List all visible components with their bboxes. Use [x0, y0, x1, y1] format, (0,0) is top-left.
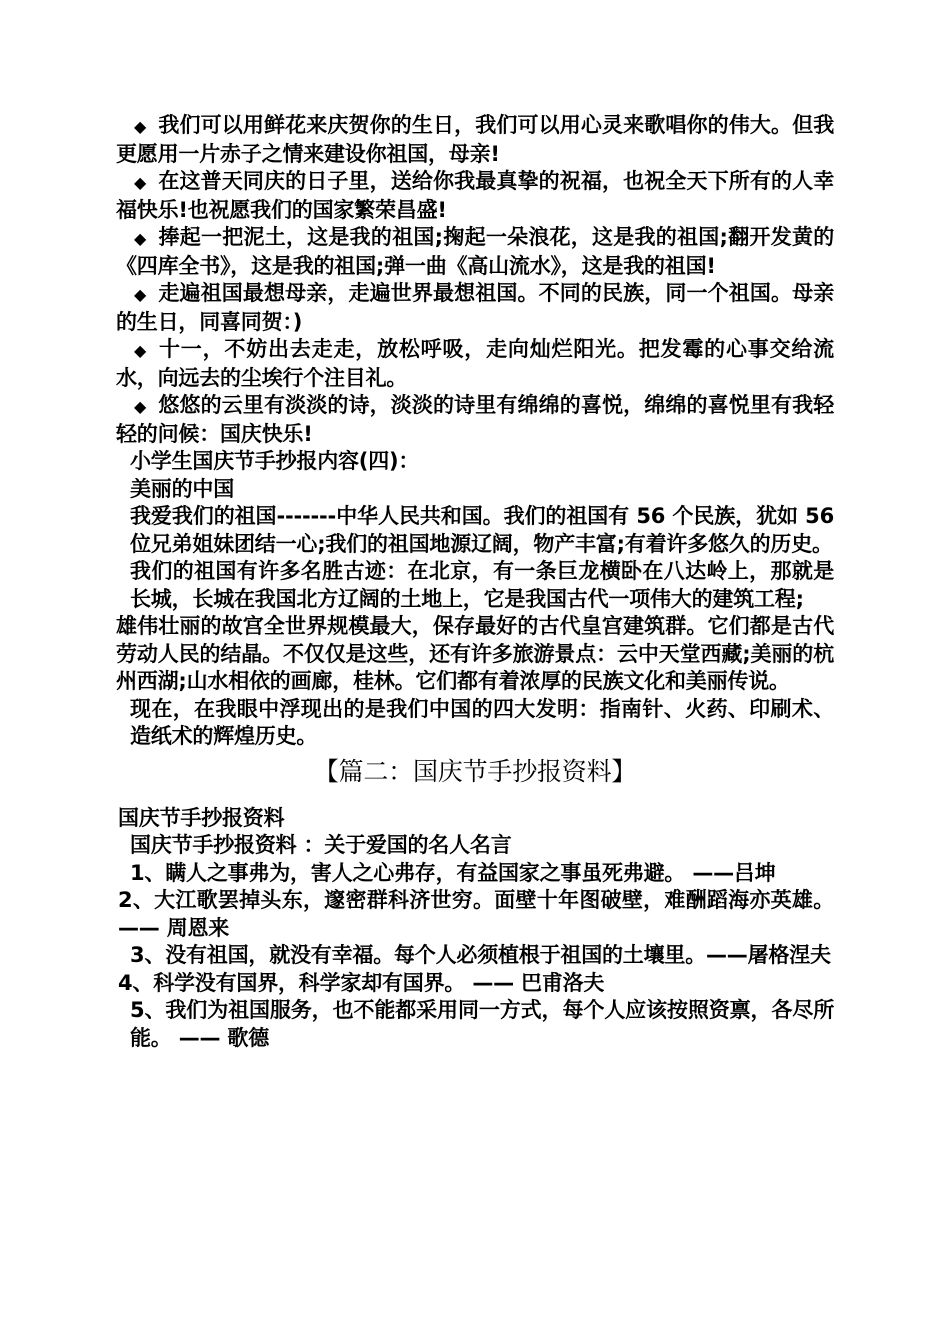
bullet-text: 十一，不妨出去走走，放松呼吸，走向灿烂阳光。把发霉的心事交给流水，向远去的尘埃行个注目礼。 — [116, 337, 834, 390]
diamond-bullet-icon: ◆ — [134, 341, 147, 360]
quote-item: 1、瞒人之事弗为，害人之心弗存，有益国家之事虽死弗避。 ——吕坤 — [130, 860, 776, 885]
part4-title: 美丽的中国 — [130, 476, 234, 501]
bullet-text: 在这普天同庆的日子里，送给你我最真挚的祝福，也祝全天下所有的人幸福快乐!也祝愿我们的国家繁荣昌盛! — [116, 169, 834, 222]
quote-item: 2、大江歌罢掉头东，邃密群科济世穷。面壁十年图破壁，难酬蹈海亦英雄。 —— 周恩来 — [118, 888, 834, 940]
part4-paragraph-3: 雄伟壮丽的故宫全世界规模最大，保存最好的古代皇宫建筑群。它们都是古代劳动人民的结晶。不仅仅是这些，还有许多旅游景点：云中天堂西藏;美丽的杭州西湖;山水相依的画廊，桂林。它们都有着浓厚的民族文化和美丽传说。 — [116, 614, 834, 693]
bullet-paragraph — [116, 168, 834, 224]
part4-heading: 小学生国庆节手抄报内容(四)： — [130, 449, 420, 473]
part4-paragraph-4: 现在，在我眼中浮现出的是我们中国的四大发明：指南针、火药、印刷术、造纸术的辉煌历史。 — [130, 696, 834, 748]
bullet-text: 我们可以用鲜花来庆贺你的生日，我们可以用心灵来歌唱你的伟大。但我更愿用一片赤子之情来建设你祖国，母亲! — [116, 113, 834, 166]
document-page — [116, 112, 834, 1052]
section2-heading: 【篇二：国庆节手抄报资料】 — [313, 756, 637, 786]
quote-item: 3、没有祖国，就没有幸福。每个人必须植根于祖国的土壤里。——屠格涅夫 — [130, 943, 831, 967]
bullet-paragraph — [116, 112, 834, 168]
bullet-text: 捧起一把泥土，这是我的祖国;掬起一朵浪花，这是我的祖国;翻开发黄的《四库全书》，这是我的祖国;弹一曲《高山流水》，这是我的祖国! — [116, 225, 834, 278]
bullet-text: 走遍祖国最想母亲，走遍世界最想祖国。不同的民族，同一个祖国。母亲的生日，同喜同贺：) — [116, 281, 834, 334]
diamond-bullet-icon: ◆ — [134, 397, 147, 416]
bullet-paragraph — [116, 224, 834, 280]
part4-paragraph-1: 我爱我们的祖国-------中华人民共和国。我们的祖国有 56 个民族，犹如 56 位兄弟姐妹团结一心;我们的祖国地源辽阔，物产丰富;有着许多悠久的历史。 — [130, 504, 834, 556]
bullet-paragraph — [116, 392, 834, 448]
part4-paragraph-2: 我们的祖国有许多名胜古迹：在北京，有一条巨龙横卧在八达岭上，那就是长城，长城在我国北方辽阔的土地上，它是我国古代一项伟大的建筑工程; — [130, 559, 834, 611]
diamond-bullet-icon: ◆ — [134, 173, 147, 192]
diamond-bullet-icon: ◆ — [134, 229, 147, 248]
quote-item: 5、我们为祖国服务，也不能都采用同一方式，每个人应该按照资禀，各尽所能。 —— 歌德 — [130, 998, 834, 1050]
section2-intro: 国庆节手抄报资料 ：关于爱国的名人名言 — [130, 833, 512, 857]
bullet-text: 悠悠的云里有淡淡的诗，淡淡的诗里有绵绵的喜悦，绵绵的喜悦里有我轻轻的问候：国庆快乐! — [116, 393, 834, 446]
section2-subheading: 国庆节手抄报资料 — [118, 805, 285, 830]
quote-item: 4、科学没有国界，科学家却有国界。 —— 巴甫洛夫 — [118, 970, 605, 995]
diamond-bullet-icon: ◆ — [134, 285, 147, 304]
bullet-paragraph — [116, 280, 834, 336]
bullet-paragraph — [116, 336, 834, 392]
diamond-bullet-icon: ◆ — [134, 117, 147, 136]
